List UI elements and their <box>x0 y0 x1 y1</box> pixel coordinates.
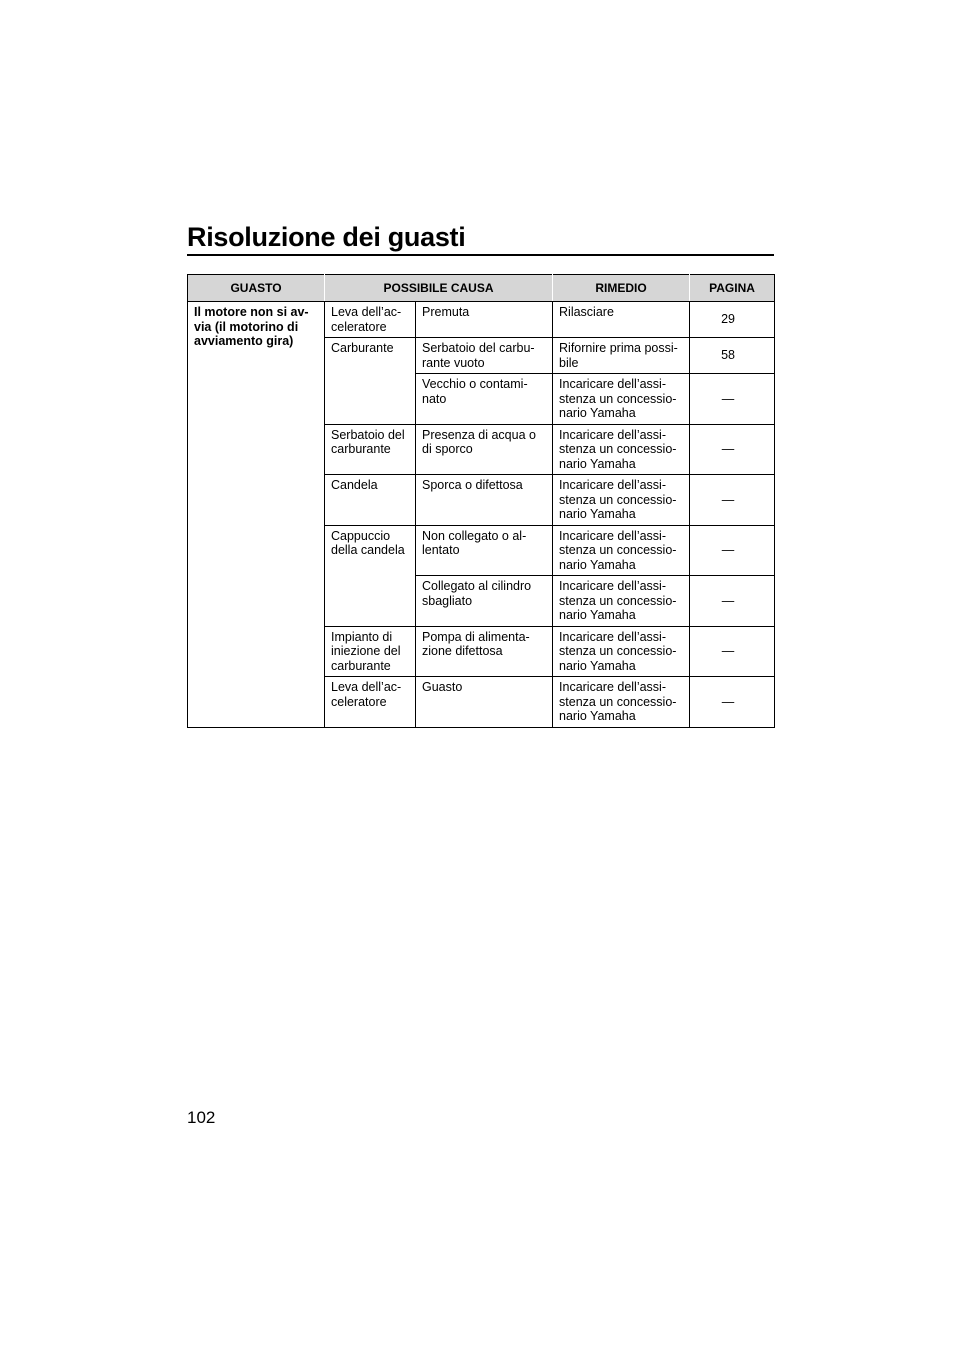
component-cell: Candela <box>325 475 416 526</box>
remedy-cell: Incaricare dell’assi- stenza un concessio- nario Yamaha <box>553 475 690 526</box>
problem-cell: Il motore non si av- via (il motorino di avviamento gira) <box>188 302 325 728</box>
page-cell: — <box>690 475 775 526</box>
remedy-cell: Incaricare dell’assi- stenza un concessio- nario Yamaha <box>553 424 690 475</box>
page-cell: — <box>690 576 775 627</box>
page-cell: — <box>690 677 775 728</box>
header-rimedio: RIMEDIO <box>553 275 690 302</box>
component-cell: Serbatoio del carburante <box>325 424 416 475</box>
component-cell: Leva dell’ac- celeratore <box>325 677 416 728</box>
page-cell: — <box>690 424 775 475</box>
cause-cell: Presenza di acqua o di sporco <box>416 424 553 475</box>
cause-cell: Vecchio o contami- nato <box>416 374 553 425</box>
cause-cell: Serbatoio del carbu- rante vuoto <box>416 338 553 374</box>
component-cell: Cappuccio della candela <box>325 525 416 626</box>
cause-cell: Guasto <box>416 677 553 728</box>
page-number: 102 <box>187 1108 216 1127</box>
remedy-cell: Incaricare dell’assi- stenza un concessio- nario Yamaha <box>553 576 690 627</box>
header-possibile-causa: POSSIBILE CAUSA <box>325 275 553 302</box>
remedy-cell: Incaricare dell’assi- stenza un concessio- nario Yamaha <box>553 525 690 576</box>
cause-cell: Collegato al cilindro sbagliato <box>416 576 553 627</box>
remedy-cell: Rifornire prima possi- bile <box>553 338 690 374</box>
table-header-row <box>188 275 775 302</box>
remedy-cell: Incaricare dell’assi- stenza un concessio- nario Yamaha <box>553 677 690 728</box>
page-cell: 29 <box>690 302 775 338</box>
cause-cell: Pompa di alimenta- zione difettosa <box>416 626 553 677</box>
component-cell: Leva dell’ac- celeratore <box>325 302 416 338</box>
header-pagina: PAGINA <box>690 275 775 302</box>
cause-cell: Sporca o difettosa <box>416 475 553 526</box>
remedy-cell: Rilasciare <box>553 302 690 338</box>
page-cell: — <box>690 626 775 677</box>
component-cell: Impianto di iniezione del carburante <box>325 626 416 677</box>
header-guasto: GUASTO <box>188 275 325 302</box>
remedy-cell: Incaricare dell’assi- stenza un concessio- nario Yamaha <box>553 374 690 425</box>
component-cell: Carburante <box>325 338 416 425</box>
troubleshooting-table <box>187 274 775 728</box>
remedy-cell: Incaricare dell’assi- stenza un concessio- nario Yamaha <box>553 626 690 677</box>
page-cell: 58 <box>690 338 775 374</box>
page-cell: — <box>690 374 775 425</box>
table-row <box>188 302 775 338</box>
title-rule <box>187 254 774 256</box>
page-cell: — <box>690 525 775 576</box>
cause-cell: Non collegato o al- lentato <box>416 525 553 576</box>
cause-cell: Premuta <box>416 302 553 338</box>
page-title: Risoluzione dei guasti <box>187 222 466 252</box>
